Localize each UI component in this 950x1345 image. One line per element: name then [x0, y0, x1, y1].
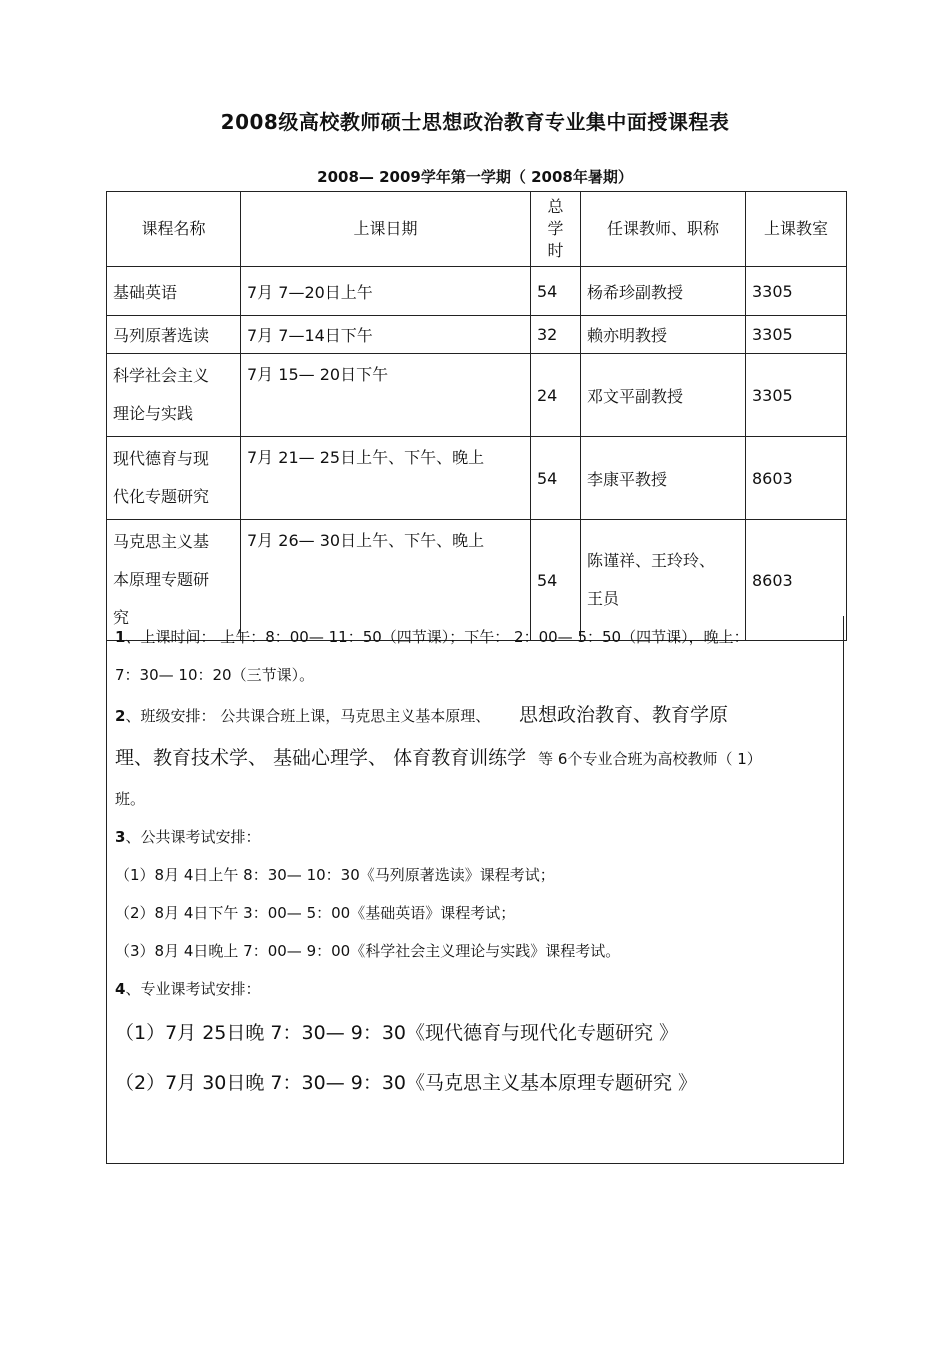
course-name-line: 科学社会主义 — [113, 366, 210, 385]
header-total-hours-char: 时 — [547, 241, 564, 260]
exam-item — [115, 1058, 835, 1108]
teacher-cell — [581, 354, 746, 437]
classroom: 8603 — [752, 468, 793, 488]
note-2-cont — [115, 737, 835, 780]
exam-text: （2）7月 30日晚 7：30— 9：30《马克思主义基本原理专题研究 》 — [115, 1072, 698, 1094]
teacher-name: 杨希珍副教授 — [587, 282, 684, 302]
classroom: 3305 — [752, 385, 793, 405]
table-row — [107, 316, 847, 354]
note-text: 、公共课考试安排： — [125, 828, 261, 846]
class-date: 7月 7—20日上午 — [247, 282, 373, 302]
header-course-name: 课程名称 — [107, 192, 241, 267]
total-hours: 54 — [537, 281, 558, 301]
note-text-large: 思想政治教育、教育学原 — [519, 704, 729, 726]
notes-section — [106, 616, 844, 1164]
note-2 — [115, 694, 835, 737]
note-text: 7：30— 10：20（三节课）。 — [115, 666, 315, 684]
note-text: 、班级安排： 公共课合班上课，马克思主义基本原理、 — [125, 707, 491, 725]
class-date: 7月 15— 20日下午 — [247, 365, 389, 384]
total-hours: 24 — [537, 385, 558, 405]
note-text-large: 理、教育技术学、 基础心理学、 体育教育训练学 — [115, 747, 527, 769]
exam-text: （1）8月 4日上午 8：30— 10：30《马列原著选读》课程考试； — [115, 866, 555, 884]
class-date-cell — [241, 437, 531, 520]
note-text: 等 6个专业合班为高校教师（ 1） — [538, 750, 762, 768]
note-2-end — [115, 780, 835, 818]
note-1-cont — [115, 656, 835, 694]
page-subtitle: 2008— 2009学年第一学期（ 2008年暑期） — [317, 168, 633, 186]
note-3 — [115, 818, 835, 856]
total-hours: 32 — [537, 325, 558, 344]
total-hours-cell — [531, 354, 581, 437]
classroom-cell — [746, 316, 847, 354]
note-number: 1 — [115, 628, 126, 646]
note-text: 、上课时间： 上午：8：00— 11：50（四节课）；下午： 2：00— 5：50（四节课），晚上： — [125, 628, 749, 646]
course-name-cell — [107, 437, 241, 520]
course-name-line: 马克思主义基 — [113, 532, 210, 551]
teacher-name: 李康平教授 — [587, 469, 668, 489]
course-name-line: 究 — [113, 608, 130, 627]
class-date-cell — [241, 354, 531, 437]
total-hours-cell — [531, 316, 581, 354]
exam-item — [115, 1008, 835, 1058]
note-number: 3 — [115, 828, 126, 846]
course-name-line: 代化专题研究 — [113, 487, 210, 506]
header-total-hours — [531, 192, 581, 267]
teacher-cell — [581, 437, 746, 520]
note-text: 、专业课考试安排： — [125, 980, 261, 998]
total-hours: 54 — [537, 570, 558, 590]
header-classroom: 上课教室 — [746, 192, 847, 267]
teacher-name-line: 陈谨祥、王玲玲、 — [587, 551, 716, 570]
class-date: 7月 21— 25日上午、下午、晚上 — [247, 448, 485, 467]
classroom-cell — [746, 437, 847, 520]
course-name-line: 本原理专题研 — [113, 570, 210, 589]
teacher-name: 邓文平副教授 — [587, 386, 684, 406]
class-date: 7月 7—14日下午 — [247, 326, 373, 345]
page-title: 2008级高校教师硕士思想政治教育专业集中面授课程表 — [220, 110, 730, 134]
header-total-hours-char: 学 — [547, 219, 564, 238]
table-header-row — [107, 192, 847, 267]
teacher-name-line: 王员 — [587, 589, 620, 608]
note-number: 4 — [115, 980, 126, 998]
exam-text: （3）8月 4日晚上 7：00— 9：00《科学社会主义理论与实践》课程考试。 — [115, 942, 621, 960]
note-number: 2 — [115, 707, 126, 725]
classroom-cell — [746, 267, 847, 316]
total-hours-cell — [531, 267, 581, 316]
class-date-cell — [241, 316, 531, 354]
course-name: 基础英语 — [113, 282, 178, 302]
classroom: 3305 — [752, 325, 793, 344]
exam-text: （1）7月 25日晚 7：30— 9：30《现代德育与现代化专题研究 》 — [115, 1022, 679, 1044]
course-name-cell — [107, 267, 241, 316]
header-teacher: 任课教师、职称 — [581, 192, 746, 267]
header-class-date: 上课日期 — [241, 192, 531, 267]
exam-item — [115, 932, 835, 970]
classroom: 8603 — [752, 570, 793, 590]
course-name-line: 理论与实践 — [113, 404, 194, 423]
note-1 — [115, 618, 835, 656]
classroom: 3305 — [752, 281, 793, 301]
course-schedule-table — [106, 191, 847, 641]
note-4 — [115, 970, 835, 1008]
header-total-hours-char: 总 — [547, 197, 564, 216]
course-name-line: 现代德育与现 — [113, 449, 210, 468]
exam-text: （2）8月 4日下午 3：00— 5：00《基础英语》课程考试； — [115, 904, 516, 922]
total-hours-cell — [531, 437, 581, 520]
class-date-cell — [241, 267, 531, 316]
course-name-cell — [107, 354, 241, 437]
class-date: 7月 26— 30日上午、下午、晚上 — [247, 531, 485, 550]
note-text: 班。 — [115, 790, 146, 808]
teacher-cell — [581, 267, 746, 316]
table-row — [107, 354, 847, 437]
teacher-cell — [581, 316, 746, 354]
teacher-name: 赖亦明教授 — [587, 326, 668, 345]
table-row — [107, 267, 847, 316]
course-name: 马列原著选读 — [113, 326, 210, 345]
table-row — [107, 437, 847, 520]
total-hours: 54 — [537, 468, 558, 488]
exam-item — [115, 894, 835, 932]
classroom-cell — [746, 354, 847, 437]
exam-item — [115, 856, 835, 894]
course-name-cell — [107, 316, 241, 354]
